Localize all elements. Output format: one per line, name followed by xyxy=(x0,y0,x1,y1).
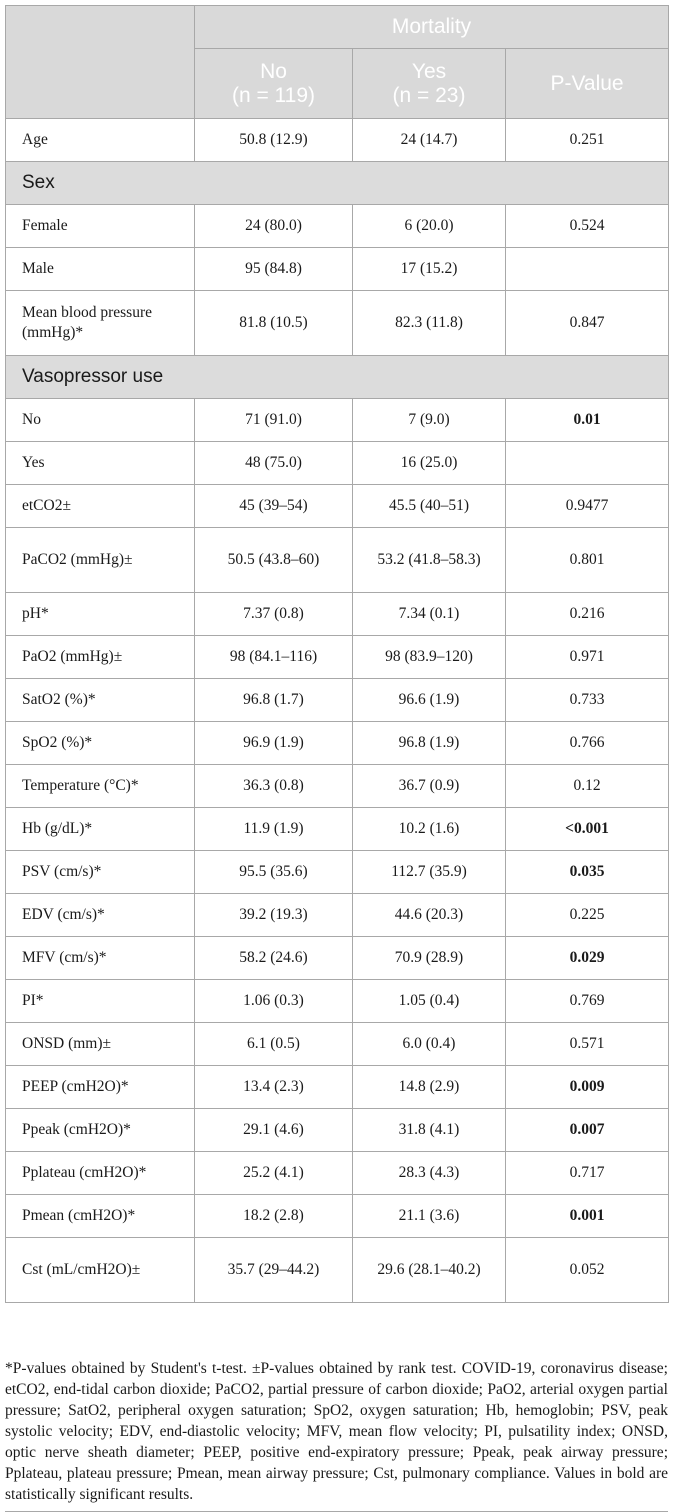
cell-no: 50.8 (12.9) xyxy=(195,119,353,162)
row-label: Female xyxy=(6,205,195,248)
table-header xyxy=(6,6,669,119)
cell-pvalue: 0.035 xyxy=(506,851,669,894)
cell-pvalue: 0.766 xyxy=(506,722,669,765)
table-row xyxy=(6,248,669,291)
cell-no: 11.9 (1.9) xyxy=(195,808,353,851)
table-row xyxy=(6,679,669,722)
cell-yes: 96.8 (1.9) xyxy=(353,722,506,765)
cell-pvalue: 0.029 xyxy=(506,937,669,980)
cell-pvalue xyxy=(506,248,669,291)
cell-pvalue: 0.216 xyxy=(506,593,669,636)
cell-no: 25.2 (4.1) xyxy=(195,1152,353,1195)
row-label: Age xyxy=(6,119,195,162)
cell-pvalue xyxy=(506,442,669,485)
data-table-container xyxy=(5,5,668,1303)
header-col-no xyxy=(195,49,353,119)
table-row xyxy=(6,937,669,980)
cell-pvalue: 0.225 xyxy=(506,894,669,937)
cell-no: 7.37 (0.8) xyxy=(195,593,353,636)
header-col-yes-n: (n = 23) xyxy=(392,83,466,107)
row-label: etCO2± xyxy=(6,485,195,528)
table-row xyxy=(6,1023,669,1066)
row-label: MFV (cm/s)* xyxy=(6,937,195,980)
table-row xyxy=(6,399,669,442)
cell-no: 13.4 (2.3) xyxy=(195,1066,353,1109)
cell-yes: 112.7 (35.9) xyxy=(353,851,506,894)
cell-no: 95.5 (35.6) xyxy=(195,851,353,894)
cell-no: 36.3 (0.8) xyxy=(195,765,353,808)
row-label: EDV (cm/s)* xyxy=(6,894,195,937)
cell-pvalue: 0.571 xyxy=(506,1023,669,1066)
cell-yes: 6 (20.0) xyxy=(353,205,506,248)
row-label: PaCO2 (mmHg)± xyxy=(6,528,195,593)
table-row xyxy=(6,1195,669,1238)
table-row xyxy=(6,1152,669,1195)
header-blank-cell xyxy=(6,6,195,119)
cell-yes: 31.8 (4.1) xyxy=(353,1109,506,1152)
table-row xyxy=(6,1238,669,1303)
cell-pvalue: <0.001 xyxy=(506,808,669,851)
header-col-yes xyxy=(353,49,506,119)
cell-no: 6.1 (0.5) xyxy=(195,1023,353,1066)
cell-no: 45 (39–54) xyxy=(195,485,353,528)
cell-pvalue: 0.733 xyxy=(506,679,669,722)
row-label: Hb (g/dL)* xyxy=(6,808,195,851)
table-row xyxy=(6,722,669,765)
cell-pvalue: 0.009 xyxy=(506,1066,669,1109)
table-row xyxy=(6,980,669,1023)
header-col-yes-label: Yes xyxy=(411,59,447,83)
cell-yes: 14.8 (2.9) xyxy=(353,1066,506,1109)
cell-yes: 16 (25.0) xyxy=(353,442,506,485)
table-row xyxy=(6,1109,669,1152)
cell-no: 48 (75.0) xyxy=(195,442,353,485)
table-row xyxy=(6,291,669,356)
table-row xyxy=(6,765,669,808)
header-col-pvalue: P-Value xyxy=(506,49,669,119)
cell-yes: 45.5 (40–51) xyxy=(353,485,506,528)
row-label: Male xyxy=(6,248,195,291)
cell-no: 58.2 (24.6) xyxy=(195,937,353,980)
cell-pvalue: 0.251 xyxy=(506,119,669,162)
row-label: pH* xyxy=(6,593,195,636)
table-row xyxy=(6,485,669,528)
row-label: Pmean (cmH2O)* xyxy=(6,1195,195,1238)
mortality-table xyxy=(5,5,669,1303)
row-label: SatO2 (%)* xyxy=(6,679,195,722)
cell-no: 50.5 (43.8–60) xyxy=(195,528,353,593)
cell-yes: 1.05 (0.4) xyxy=(353,980,506,1023)
cell-yes: 7 (9.0) xyxy=(353,399,506,442)
table-body xyxy=(6,119,669,1303)
cell-yes: 96.6 (1.9) xyxy=(353,679,506,722)
section-row xyxy=(6,356,669,399)
row-label: Mean blood pressure (mmHg)* xyxy=(6,291,195,356)
row-label: No xyxy=(6,399,195,442)
cell-no: 98 (84.1–116) xyxy=(195,636,353,679)
cell-yes: 44.6 (20.3) xyxy=(353,894,506,937)
row-label: PSV (cm/s)* xyxy=(6,851,195,894)
cell-pvalue: 0.769 xyxy=(506,980,669,1023)
cell-yes: 6.0 (0.4) xyxy=(353,1023,506,1066)
cell-yes: 21.1 (3.6) xyxy=(353,1195,506,1238)
cell-pvalue: 0.717 xyxy=(506,1152,669,1195)
cell-pvalue: 0.971 xyxy=(506,636,669,679)
cell-yes: 82.3 (11.8) xyxy=(353,291,506,356)
cell-yes: 36.7 (0.9) xyxy=(353,765,506,808)
cell-yes: 29.6 (28.1–40.2) xyxy=(353,1238,506,1303)
row-label: PI* xyxy=(6,980,195,1023)
cell-pvalue: 0.001 xyxy=(506,1195,669,1238)
section-label: Vasopressor use xyxy=(6,356,669,399)
cell-yes: 70.9 (28.9) xyxy=(353,937,506,980)
cell-pvalue: 0.007 xyxy=(506,1109,669,1152)
cell-yes: 53.2 (41.8–58.3) xyxy=(353,528,506,593)
table-row xyxy=(6,1066,669,1109)
cell-no: 1.06 (0.3) xyxy=(195,980,353,1023)
cell-pvalue: 0.052 xyxy=(506,1238,669,1303)
table-footnote: *P-values obtained by Student's t-test. ±P-values obtained by rank test. COVID-19, coronavirus disease; etCO2, end-tidal carbon dioxide; PaCO2, partial pressure of carbon dioxide; PaO2, arterial oxygen partial pressure; SatO2, peripheral oxygen saturation; SpO2, oxygen saturation; Hb, hemoglobin; PSV, peak systolic velocity; EDV, end-diastolic velocity; MFV, mean flow velocity; PI, pulsatility index; ONSD, optic nerve sheath diameter; PEEP, positive end-expiratory pressure; Ppeak, peak airway pressure; Pplateau, plateau pressure; Pmean, mean airway pressure; Cst, pulmonary compliance. Values in bold are statistically significant results. xyxy=(5,1346,668,1512)
cell-yes: 28.3 (4.3) xyxy=(353,1152,506,1195)
cell-no: 29.1 (4.6) xyxy=(195,1109,353,1152)
cell-no: 24 (80.0) xyxy=(195,205,353,248)
header-col-no-n: (n = 119) xyxy=(231,83,316,107)
cell-no: 18.2 (2.8) xyxy=(195,1195,353,1238)
table-row xyxy=(6,205,669,248)
cell-pvalue: 0.12 xyxy=(506,765,669,808)
section-label: Sex xyxy=(6,162,669,205)
cell-yes: 7.34 (0.1) xyxy=(353,593,506,636)
row-label: Ppeak (cmH2O)* xyxy=(6,1109,195,1152)
table-row xyxy=(6,894,669,937)
row-label: Cst (mL/cmH2O)± xyxy=(6,1238,195,1303)
cell-yes: 98 (83.9–120) xyxy=(353,636,506,679)
cell-pvalue: 0.524 xyxy=(506,205,669,248)
header-group-mortality: Mortality xyxy=(195,6,669,49)
row-label: Yes xyxy=(6,442,195,485)
row-label: PaO2 (mmHg)± xyxy=(6,636,195,679)
cell-no: 96.9 (1.9) xyxy=(195,722,353,765)
table-row xyxy=(6,593,669,636)
table-row xyxy=(6,119,669,162)
cell-no: 95 (84.8) xyxy=(195,248,353,291)
table-row xyxy=(6,851,669,894)
row-label: Temperature (°C)* xyxy=(6,765,195,808)
section-row xyxy=(6,162,669,205)
row-label: PEEP (cmH2O)* xyxy=(6,1066,195,1109)
cell-pvalue: 0.01 xyxy=(506,399,669,442)
cell-no: 96.8 (1.7) xyxy=(195,679,353,722)
cell-no: 71 (91.0) xyxy=(195,399,353,442)
cell-pvalue: 0.9477 xyxy=(506,485,669,528)
table-row xyxy=(6,442,669,485)
cell-no: 39.2 (19.3) xyxy=(195,894,353,937)
header-col-no-label: No xyxy=(260,59,287,83)
cell-yes: 17 (15.2) xyxy=(353,248,506,291)
table-row xyxy=(6,636,669,679)
cell-yes: 10.2 (1.6) xyxy=(353,808,506,851)
cell-pvalue: 0.847 xyxy=(506,291,669,356)
cell-pvalue: 0.801 xyxy=(506,528,669,593)
cell-no: 35.7 (29–44.2) xyxy=(195,1238,353,1303)
table-row xyxy=(6,528,669,593)
row-label: ONSD (mm)± xyxy=(6,1023,195,1066)
row-label: Pplateau (cmH2O)* xyxy=(6,1152,195,1195)
table-row xyxy=(6,808,669,851)
cell-no: 81.8 (10.5) xyxy=(195,291,353,356)
row-label: SpO2 (%)* xyxy=(6,722,195,765)
cell-yes: 24 (14.7) xyxy=(353,119,506,162)
